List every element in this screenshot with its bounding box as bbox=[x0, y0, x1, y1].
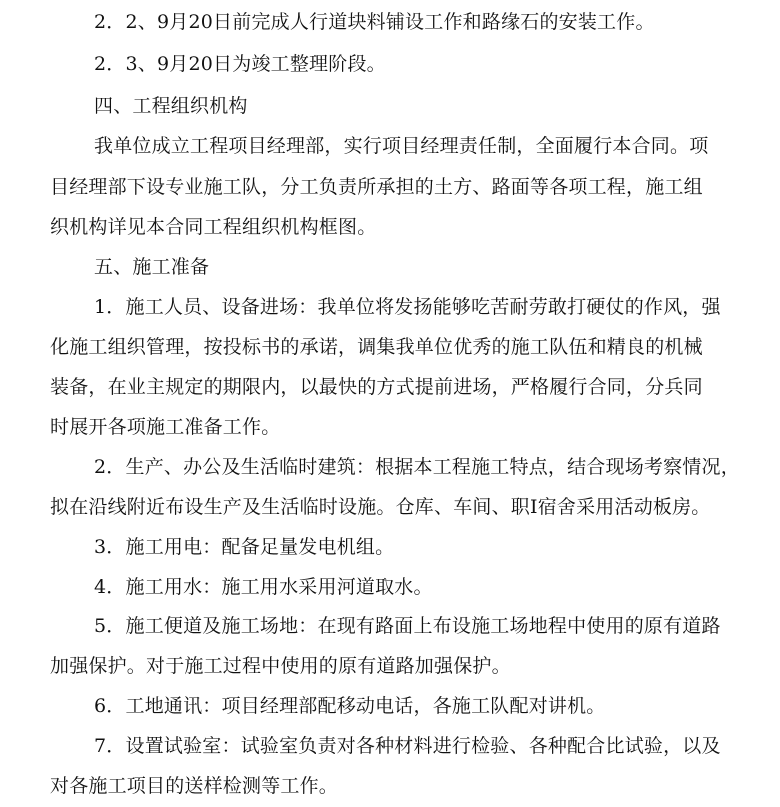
text-line-13: 拟在沿线附近布设生产及生活临时设施。仓库、车间、职I宿舍采用活动板房。 bbox=[50, 496, 711, 518]
text-line-2: 2．3、9月20日为竣工整理阶段。 bbox=[94, 53, 386, 75]
text-line-8: 1．施工人员、设备进场：我单位将发扬能够吃苦耐劳敢打硬仗的作风，强 bbox=[94, 296, 721, 318]
text-line-20: 对各施工项目的送样检测等工作。 bbox=[50, 775, 339, 797]
text-line-6: 织机构详见本合同工程组织机构框图。 bbox=[50, 216, 377, 238]
section-heading-prep: 五、施工准备 bbox=[94, 256, 210, 278]
text-line-1: 2．2、9月20日前完成人行道块料铺设工作和路缘石的安装工作。 bbox=[94, 11, 655, 33]
text-line-16: 5．施工便道及施工场地：在现有路面上布设施工场地程中使用的原有道路 bbox=[94, 615, 721, 637]
text-line-18: 6．工地通讯：项目经理部配移动电话，各施工队配对讲机。 bbox=[94, 695, 606, 717]
text-line-14: 3．施工用电：配备足量发电机组。 bbox=[94, 536, 395, 558]
text-line-17: 加强保护。对于施工过程中使用的原有道路加强保护。 bbox=[50, 655, 511, 677]
text-line-4: 我单位成立工程项目经理部，实行项目经理责任制，全面履行本合同。项 bbox=[94, 135, 709, 157]
text-line-15: 4．施工用水：施工用水采用河道取水。 bbox=[94, 576, 433, 598]
text-line-12: 2．生产、办公及生活临时建筑：根据本工程施工特点，结合现场考察情况， bbox=[94, 456, 740, 478]
text-line-5: 目经理部下设专业施工队，分工负责所承担的土方、路面等各项工程，施工组 bbox=[50, 176, 703, 198]
text-line-10: 装备，在业主规定的期限内，以最快的方式提前进场，严格履行合同，分兵同 bbox=[50, 376, 703, 398]
text-line-11: 时展开各项施工准备工作。 bbox=[50, 416, 281, 438]
section-heading-org: 四、工程组织机构 bbox=[94, 95, 248, 117]
text-line-19: 7．设置试验室：试验室负责对各种材料进行检验、各种配合比试验，以及 bbox=[94, 735, 721, 757]
text-line-9: 化施工组织管理，按投标书的承诺，调集我单位优秀的施工队伍和精良的机械 bbox=[50, 336, 703, 358]
